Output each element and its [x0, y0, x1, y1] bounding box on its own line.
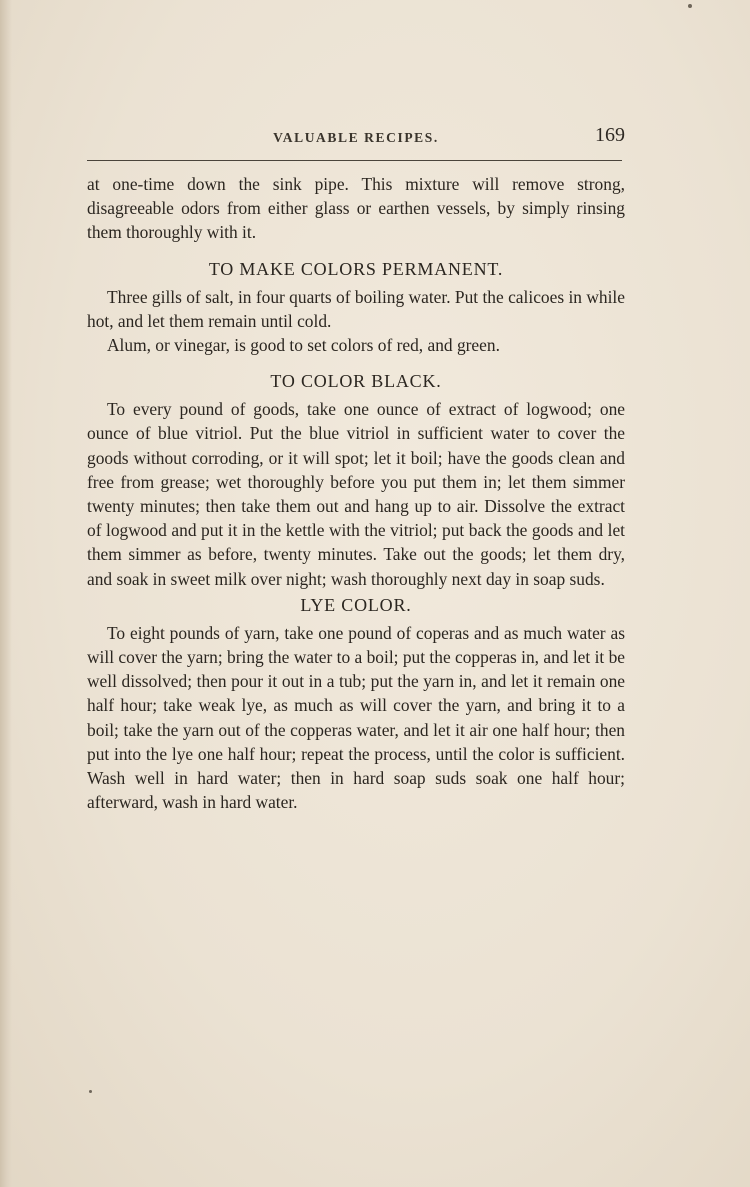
paragraph-colors-permanent-1: Three gills of salt, in four quarts of boiling water. Put the calicoes in while hot, and let them remain until cold. — [87, 286, 625, 331]
continuation-paragraph: at one-time down the sink pipe. This mixture will remove strong, disagreeable odors from either glass or earthen vessels, by simply rinsing them thoroughly with it. — [87, 174, 625, 243]
paper-speck — [688, 4, 692, 8]
page-binding-edge — [0, 0, 12, 1187]
page-body — [87, 172, 625, 814]
page-number: 169 — [595, 124, 625, 146]
paragraph-color-black: To every pound of goods, take one ounce of extract of logwood; one ounce of blue vitriol. Put the blue vitriol in sufficient water to cover the goods without corroding, or it will spot; let it boil; have the goods clean and free from grease; wet thoroughly before you put them in; let them simmer twenty minutes; then take them out and hang up to air. Dissolve the extract of logwood and put it in the kettle with the vitriol; put back the goods and let them simmer as before, twenty minutes. Take out the goods; let them dry, and soak in sweet milk over night; wash thoroughly next day in soap suds. — [87, 399, 625, 589]
running-head — [87, 124, 625, 150]
paragraph-lye-color: To eight pounds of yarn, take one pound of coperas and as much water as will cover the yarn; bring the water to a boil; put the copperas in, and let it be well dissolved; then pour it out in a tub; put the yarn in, and let it remain one half hour; take weak lye, as much as will cover the yarn, and bring it to a boil; take the yarn out of the copperas water, and let it air one half hour; then put into the lye one half hour; repeat the process, until the color is sufficient. Wash well in hard water; then in hard soap suds soak one half hour; afterward, wash in hard water. — [87, 622, 625, 813]
paragraph-colors-permanent-2: Alum, or vinegar, is good to set colors of red, and green. — [107, 335, 500, 356]
heading-lye-color: LYE COLOR. — [300, 594, 412, 615]
heading-color-black: TO COLOR BLACK. — [270, 371, 442, 392]
paper-speck — [89, 1090, 92, 1093]
header-rule — [87, 160, 622, 161]
heading-colors-permanent: TO MAKE COLORS PERMANENT. — [208, 258, 504, 279]
running-title: VALUABLE RECIPES. — [273, 130, 439, 145]
